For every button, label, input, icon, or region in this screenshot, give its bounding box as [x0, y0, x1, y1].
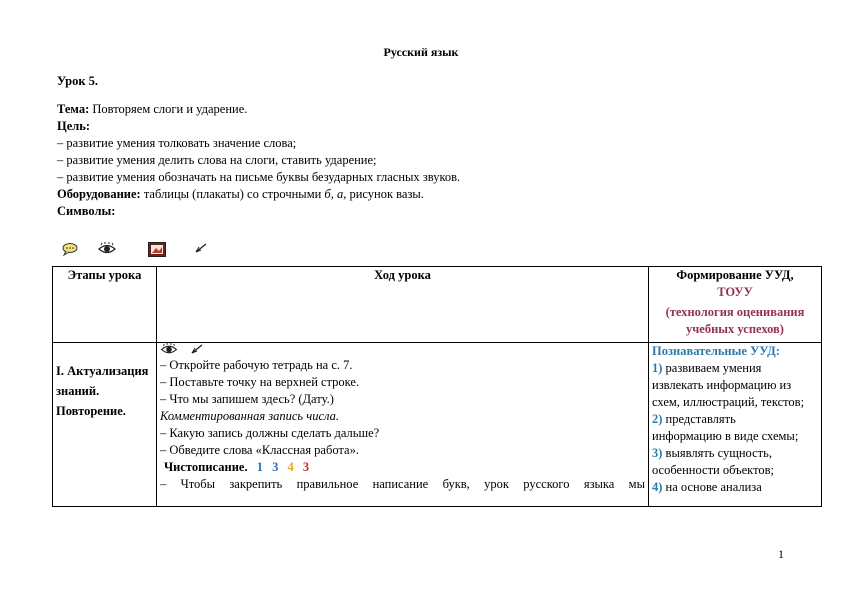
page-title: Русский язык: [383, 45, 459, 59]
uud-item-number: 4): [652, 480, 663, 494]
uud-heading: Познавательные УУД:: [652, 344, 780, 358]
course-cell: [157, 343, 649, 507]
pen-icon: [190, 343, 204, 355]
equipment-letter-a: а: [336, 187, 344, 201]
eye-icon: [98, 242, 116, 256]
table-row: [53, 343, 822, 507]
pen-icon: [194, 242, 208, 254]
uud-item-text: представлять: [662, 412, 736, 426]
table-header-row: [53, 267, 822, 343]
uud-item: [652, 411, 818, 428]
speech-bubble-icon: [62, 242, 78, 256]
course-line: – Какую запись должны сделать дальше?: [160, 426, 380, 440]
uud-item-number: 1): [652, 361, 663, 375]
stage-line: Повторение.: [56, 404, 126, 418]
topic-line: [57, 101, 797, 118]
header-uud-tech-1: (технология оценивания: [665, 305, 805, 319]
calligraphy-label: Чистописание.: [164, 460, 248, 474]
uud-item-number: 2): [652, 412, 663, 426]
equipment-separator: ,: [330, 187, 337, 201]
header-course: Ход урока: [157, 267, 649, 343]
course-icons: [160, 343, 645, 357]
calligraphy-number: 1: [256, 460, 263, 474]
header-uud: [649, 267, 822, 343]
course-line: – Чтобы закрепить правильное написание букв, урок русского языка мы: [160, 477, 645, 491]
uud-item-text: особенности объектов;: [652, 463, 775, 477]
equipment-line: [57, 186, 797, 203]
goal-item: – развитие умения обозначать на письме буквы безударных гласных звуков.: [57, 170, 461, 184]
picture-frame-icon: [148, 242, 166, 257]
uud-item: [652, 360, 818, 377]
equipment-text: таблицы (плакаты) со строчными: [140, 187, 325, 201]
equipment-letter-b: б: [324, 187, 331, 201]
uud-item-text: информацию в виде схемы;: [652, 429, 799, 443]
equipment-text-end: , рисунок вазы.: [343, 187, 424, 201]
calligraphy-number: 3: [272, 460, 279, 474]
page-number: 1: [778, 547, 784, 561]
course-line: – Откройте рабочую тетрадь на с. 7.: [160, 358, 353, 372]
stage-cell: [53, 343, 157, 507]
header-uud-title: Формирование УУД,: [676, 268, 794, 282]
uud-item-number: 3): [652, 446, 663, 460]
course-line: – Обведите слова «Классная работа».: [160, 443, 359, 457]
course-italic-line: Комментированная запись числа.: [160, 409, 339, 423]
uud-item-text: развиваем умения: [662, 361, 762, 375]
uud-item-text: схем, иллюстраций, текстов;: [652, 395, 805, 409]
calligraphy-number: 3: [302, 460, 310, 474]
stage-line: знаний.: [56, 384, 100, 398]
symbols-label: Символы:: [57, 204, 116, 218]
topic-label: Тема:: [57, 102, 90, 116]
uud-item-text: на основе анализа: [662, 480, 762, 494]
calligraphy-line: [160, 459, 645, 476]
lesson-table: [52, 266, 822, 507]
calligraphy-number: 4: [287, 460, 294, 474]
uud-item: [652, 479, 818, 496]
lesson-header: [57, 73, 797, 220]
topic-text: Повторяем слоги и ударение.: [89, 102, 248, 116]
goal-label: Цель:: [57, 119, 91, 133]
header-uud-tech-2: учебных успехов): [686, 322, 784, 336]
equipment-label: Оборудование:: [57, 187, 141, 201]
header-stages: Этапы урока: [53, 267, 157, 343]
uud-item: [652, 445, 818, 462]
goal-item: – развитие умения делить слова на слоги, ставить ударение;: [57, 153, 377, 167]
uud-item-text: выявлять сущность,: [662, 446, 772, 460]
header-uud-touu: ТОУУ: [717, 285, 753, 299]
stage-line: I. Актуализация: [56, 364, 149, 378]
course-line: – Что мы запишем здесь? (Дату.): [160, 392, 334, 406]
course-line: – Поставьте точку на верхней строке.: [160, 375, 360, 389]
uud-cell: [649, 343, 822, 507]
eye-icon: [160, 343, 178, 356]
lesson-number: Урок 5.: [57, 74, 99, 88]
uud-item-text: извлекать информацию из: [652, 378, 792, 392]
goal-item: – развитие умения толковать значение слова;: [57, 136, 297, 150]
